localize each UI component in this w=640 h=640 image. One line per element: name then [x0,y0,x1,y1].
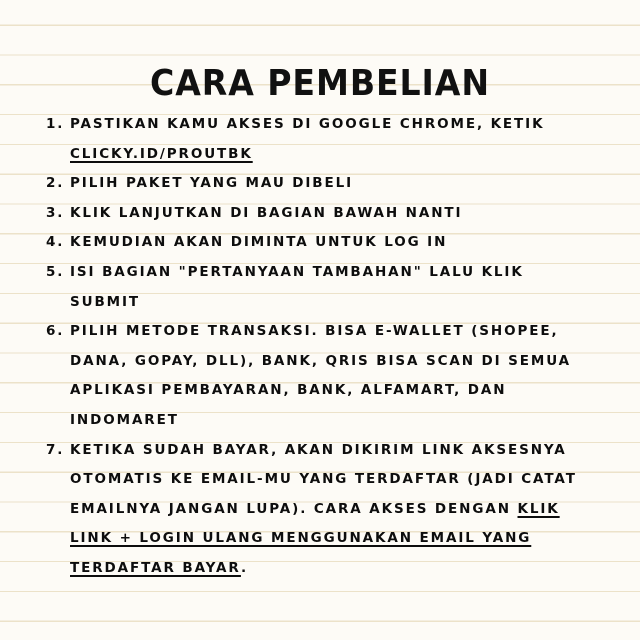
step-end-period: . [240,559,248,576]
step-text: KETIKA SUDAH BAYAR, AKAN DIKIRIM LINK AKSESNYA OTOMATIS KE EMAIL-MU YANG TERDAFTAR (JADI CATAT EMAILNYA JANGAN LUPA). [70,441,577,517]
step-6 [46,317,586,435]
step-2 [46,169,586,199]
step-number: 3. [46,204,65,221]
step-number: 7. [46,441,65,458]
step-text: PILIH PAKET YANG MAU DIBELI [70,175,354,192]
login-instruction-link[interactable]: KLIK LINK + LOGIN ULANG MENGGUNAKAN EMAIL YANG TERDAFTAR BAYAR [70,500,560,576]
step-text: PASTIKAN KAMU AKSES DI GOOGLE CHROME, KETIK [70,116,545,132]
step-number: 5. [46,263,65,280]
step-text: KLIK LANJUTKAN DI BAGIAN BAWAH NANTI [70,204,463,221]
step-text: ISI BAGIAN "PERTANYAAN TAMBAHAN" LALU KLIK SUBMIT [70,263,524,310]
step-5 [46,258,586,317]
clicky-link[interactable]: CLICKY.ID/PROUTBK [70,145,253,162]
step-number: 6. [46,323,65,340]
step-number: 4. [46,234,65,251]
step-number: 1. [46,116,65,132]
purchase-steps-list [46,110,586,584]
step-number: 2. [46,175,65,192]
step-1 [46,110,586,169]
page-title: CARA PEMBELIAN [150,63,490,104]
step-text-access: CARA AKSES DENGAN [313,500,511,517]
step-3 [46,199,586,229]
step-text: PILIH METODE TRANSAKSI. BISA E-WALLET (SHOPEE, DANA, GOPAY, DLL), BANK, QRIS BISA SCAN DI SEMUA APLIKASI PEMBAYARAN, BANK, ALFAMART, DAN INDOMARET [70,323,572,428]
step-text: KEMUDIAN AKAN DIMINTA UNTUK LOG IN [70,234,448,251]
step-4 [46,228,586,258]
step-7 [46,436,586,584]
